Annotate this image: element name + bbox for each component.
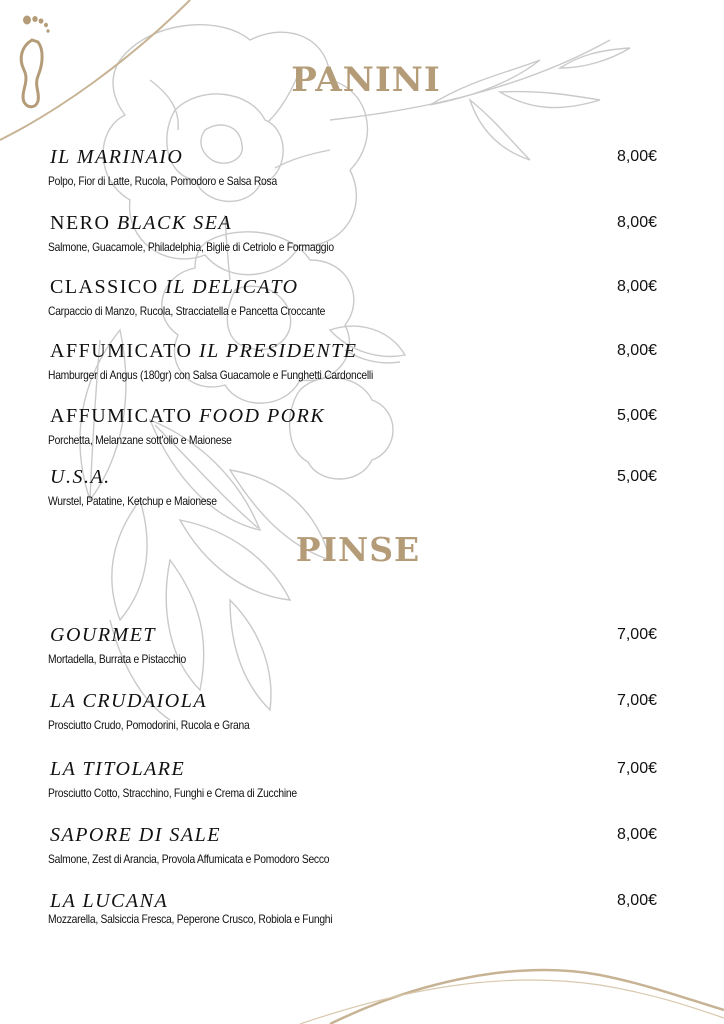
item-name-prefix: NERO [50,212,117,234]
menu-item [48,276,688,326]
item-price: 8,00€ [616,148,657,165]
item-name-highlight: LA CRUDAIOLA [50,690,208,712]
item-name [50,466,111,489]
menu-item [48,890,688,940]
item-description: Mozzarella, Salsiccia Fresca, Peperone Crusco, Robiola e Funghi [48,912,333,926]
item-price: 7,00€ [616,692,657,709]
item-name-highlight: IL MARINAIO [50,146,184,168]
item-name [50,276,299,299]
item-description: Salmone, Guacamole, Philadelphia, Biglie di Cetriolo e Formaggio [48,240,334,254]
item-name-highlight: IL PRESIDENTE [198,340,358,362]
menu-item [48,340,688,390]
menu-item [48,466,688,516]
menu-item [48,690,688,740]
item-name [50,824,221,847]
item-name-highlight: LA TITOLARE [50,758,186,780]
item-name-highlight: U.S.A. [50,466,111,488]
item-name [50,624,156,647]
item-price: 8,00€ [616,892,657,909]
item-price: 5,00€ [616,468,657,485]
item-price: 8,00€ [616,342,657,359]
menu-item [48,146,688,196]
menu-item [48,212,688,262]
menu-item [48,758,688,808]
item-description: Wurstel, Patatine, Ketchup e Maionese [48,494,217,508]
item-name-highlight: GOURMET [50,624,157,646]
item-name [50,340,358,363]
item-description: Salmone, Zest di Arancia, Provola Affumicata e Pomodoro Secco [48,852,330,866]
item-price: 8,00€ [616,214,657,231]
menu-item [48,624,688,674]
item-name-prefix: AFFUMICATO [50,405,199,427]
section-title-panini: PANINI [291,60,441,100]
item-description: Porchetta, Melanzane sott'olio e Maionese [48,433,232,447]
item-name [50,690,207,713]
item-name [50,146,183,169]
item-name-highlight: LA LUCANA [50,890,169,912]
section-title-pinse: PINSE [295,530,421,569]
menu-item [48,824,688,874]
item-name-highlight: FOOD PORK [198,405,326,427]
item-price: 8,00€ [616,278,657,295]
item-description: Prosciutto Crudo, Pomodorini, Rucola e Grana [48,718,250,732]
item-description: Prosciutto Cotto, Stracchino, Funghi e Crema di Zucchine [48,786,297,800]
item-description: Carpaccio di Manzo, Rucola, Stracciatella e Pancetta Croccante [48,304,326,318]
item-price: 7,00€ [616,760,657,777]
item-description: Mortadella, Burrata e Pistacchio [48,652,187,666]
item-name-highlight: IL DELICATO [165,276,299,298]
item-name-highlight: BLACK SEA [116,212,233,234]
menu-item [48,405,688,455]
item-name-highlight: SAPORE DI SALE [50,824,221,846]
item-name [50,405,325,428]
item-name [50,758,185,781]
item-name-prefix: CLASSICO [50,276,166,298]
item-description: Hamburger di Angus (180gr) con Salsa Guacamole e Funghetti Cardoncelli [48,368,373,382]
item-description: Polpo, Fior di Latte, Rucola, Pomodoro e Salsa Rosa [48,174,277,188]
item-price: 8,00€ [616,826,657,843]
item-name [50,890,168,913]
item-price: 5,00€ [616,407,657,424]
item-name-prefix: AFFUMICATO [50,340,199,362]
item-name [50,212,232,235]
item-price: 7,00€ [616,626,657,643]
